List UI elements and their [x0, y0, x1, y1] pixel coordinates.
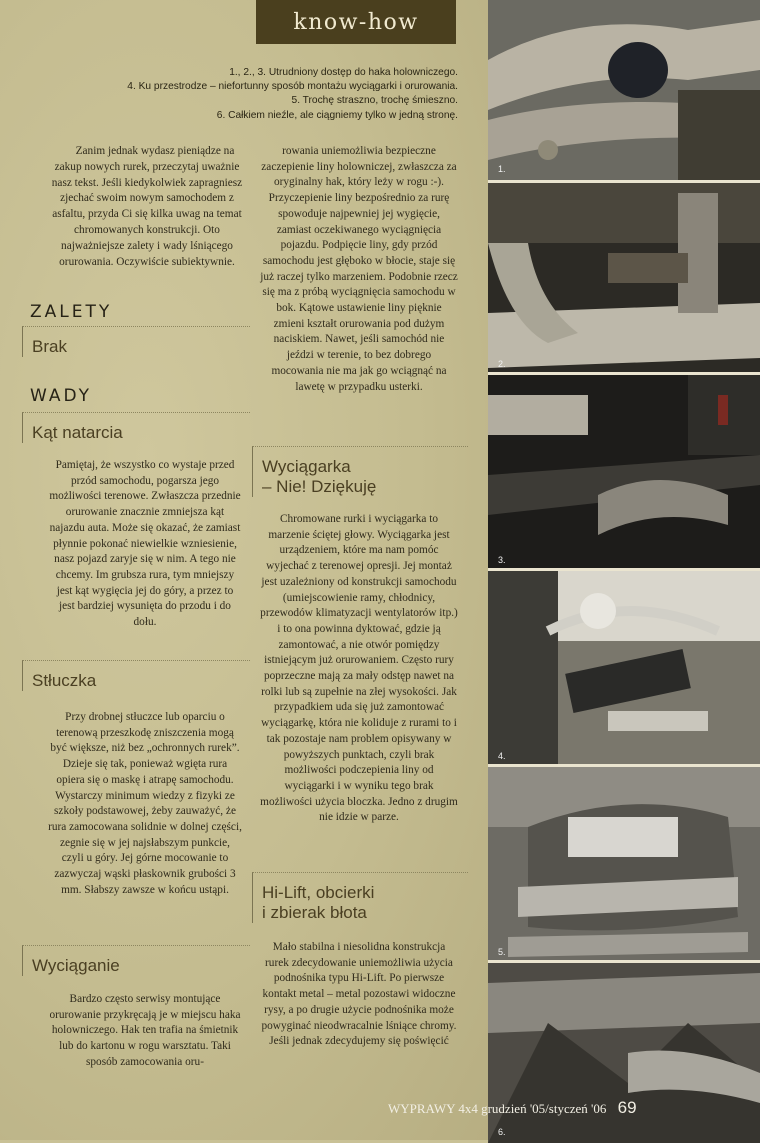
- intro-text: Zanim jednak wydasz pieniądze na zakup nowych rurek, przeczytaj uważnie nasz tekst. Jeśli kiedykolwiek zapragniesz zjechać swoim nowym samochodem z asfaltu, przyda Ci się kilka uwag na temat chromowanych konstrukcji. Oto najważniejsze zalety i wady lśniącego orurowania. Oczywiście subiektywnie.: [51, 145, 243, 268]
- zalety-heading: ZALETY: [30, 302, 113, 322]
- photo-1: [488, 0, 760, 180]
- col2-top-text: rowania uniemożliwia bezpieczne zaczepienie liny holowniczej, zwłaszcza za oryginalny hak, który leży w rogu :-). Przyczepienie liny bezpośrednio za rurę spowoduje najpewniej jej wygięcie, zamiast oczekiwanego wyciągnięcia pojazdu. Podpięcie liny, gdy przód samochodu jest głęboko w błocie, staje się już raczej tylko marzeniem. Podobnie rzecz się ma z próbą wyciągnięcia samochodu w bok. Kątowe ustawienie liny pięknie zmieni kształt orurowania pod dużym naciskiem. Nawet, jeśli samochód nie jeździ w terenie, to bez dobrego mocowania nie ma jak go wciągnąć na lawetę w przypadku usterki.: [260, 145, 458, 393]
- wady-heading: WADY: [30, 386, 93, 406]
- photo-number: 6.: [498, 1127, 506, 1137]
- zalety-item-label: Brak: [32, 337, 67, 356]
- page-number: 69: [617, 1098, 637, 1117]
- stluczka-text: Przy drobnej stłuczce lub oparciu o terenową przeszkodę zniszczenia mogą być większe, niż bez „ochronnych rurek”. Dzieje się tak, ponieważ wgięta rura opiera się o maskę i atrapę samochodu. Wystarczy minimum wiedzy z fizyki ze szkoły podstawowej, żeby zauważyć, że rura zamocowana solidnie w dolnej części, zegnie się w jej najsłabszym punkcie, czyli u góry. Jej górne mocowanie to zazwyczaj wąski płaskownik grubości 3 mm. Słabszy zawsze w końcu ustąpi.: [48, 711, 242, 896]
- wyciaganie-text: Bardzo często serwisy montujące orurowanie przykręcają je w miejscu haka holowniczego. Hak ten trafia na śmietnik lub do kartonu w rogu warsztatu. Taki sposób zamocowania oru-: [49, 993, 241, 1068]
- wyciagarka-heading: [252, 446, 468, 497]
- wyciagarka-title-line2: – Nie! Dziękuję: [262, 477, 377, 496]
- hilift-title-line2: i zbierak błota: [262, 903, 367, 922]
- wyciagarka-text: Chromowane rurki i wyciągarka to marzenie ściętej głowy. Wyciągarka jest urządzeniem, które ma nam pomóc wyjechać z terenowej opresji. Jej montaż jest uzależniony od konstrukcji samochodu (umiejscowienie ramy, chłodnicy, przewodów klimatyzacji wentylatorów itp.) i to ona powinna dyktować, gdzie ją zamontować, a nie otwór pomiędzy istniejącym już orurowaniem. Często rury poprzeczne mają za mały odstęp nawet na rolki lub są zupełnie na złej wysokości. Jak przypadkiem uda się już zamontować wyciągarkę, która nie koliduje z rurami to i tak pozostaje nam problem opisywany w powyższych punktach, czyli brak możliwości podczepienia liny od wyciągarki i w wyniku tego brak możliwości użycia bloczka. Jedno z drugim nie idzie w parze.: [260, 513, 458, 824]
- photo-1-image: [488, 0, 760, 180]
- photo-number: 1.: [498, 164, 506, 174]
- photo-2: [488, 180, 760, 375]
- magazine-name: WYPRAWY 4x4: [388, 1101, 478, 1116]
- caption-line: 5. Trochę straszno, trochę śmieszno.: [291, 95, 458, 107]
- photo-2-image: [488, 183, 760, 375]
- wyciagarka-title-line1: Wyciągarka: [262, 457, 351, 476]
- photo-number: 4.: [498, 751, 506, 761]
- photo-4: [488, 568, 760, 767]
- wyciaganie-heading: [22, 945, 250, 976]
- intro-paragraph: [48, 144, 246, 270]
- photo-captions: [40, 66, 458, 123]
- photo-number: 5.: [498, 947, 506, 957]
- caption-line: 4. Ku przestrodze – niefortunny sposób montażu wyciągarki i orurowania.: [127, 81, 458, 93]
- page-footer: [388, 1098, 637, 1118]
- photo-3: [488, 372, 760, 571]
- kat-natarcia-heading: [22, 412, 250, 443]
- stluczka-title: Stłuczka: [32, 671, 97, 690]
- photo-3-image: [488, 375, 760, 571]
- kat-natarcia-text: Pamiętaj, że wszystko co wystaje przed przód samochodu, pogarsza jego możliwości terenowe. Zwłaszcza przednie orurowanie znacznie zmniejsza kąt najazdu auta. Może się okazać, że zamiast płynnie pokonać niewielkie wzniesienie, nasz pojazd zaryje się w nim. A tego nie chcemy. Im grubsza rura, tym mniejszy jest kąt wygięcia jej do góry, a przez to jest bardziej wysunięta do przodu i do dołu.: [49, 459, 241, 629]
- section-title: know-how: [293, 9, 419, 35]
- photo-4-image: [488, 571, 760, 767]
- photo-number: 2.: [498, 359, 506, 369]
- issue-date: grudzień '05/styczeń '06: [481, 1101, 607, 1116]
- section-header: [256, 0, 456, 44]
- stluczka-heading: [22, 660, 250, 691]
- caption-line: 6. Całkiem nieźle, ale ciągniemy tylko w jedną stronę.: [216, 109, 458, 121]
- hilift-title-line1: Hi-Lift, obcierki: [262, 883, 375, 902]
- hilift-text: Mało stabilna i niesolidna konstrukcja rurek zdecydowanie uniemożliwia użycia podnośnika typu Hi-Lift. Po pierwsze kontakt metal – metal pozostawi widoczne rysy, a po drugie użycie podnośnika może powyginać nieodwracalnie lśniące chromy. Jeśli jednak zdecydujemy się poświęcić: [261, 941, 457, 1048]
- caption-line: 1., 2., 3. Utrudniony dostęp do haka holowniczego.: [229, 67, 458, 78]
- photo-5: [488, 764, 760, 963]
- photo-strip: [488, 0, 760, 1140]
- hilift-heading: [252, 872, 468, 923]
- wyciaganie-title: Wyciąganie: [32, 956, 120, 975]
- kat-natarcia-title: Kąt natarcia: [32, 423, 123, 442]
- zalety-item: [22, 326, 250, 357]
- photo-5-image: [488, 767, 760, 963]
- photo-number: 3.: [498, 555, 506, 565]
